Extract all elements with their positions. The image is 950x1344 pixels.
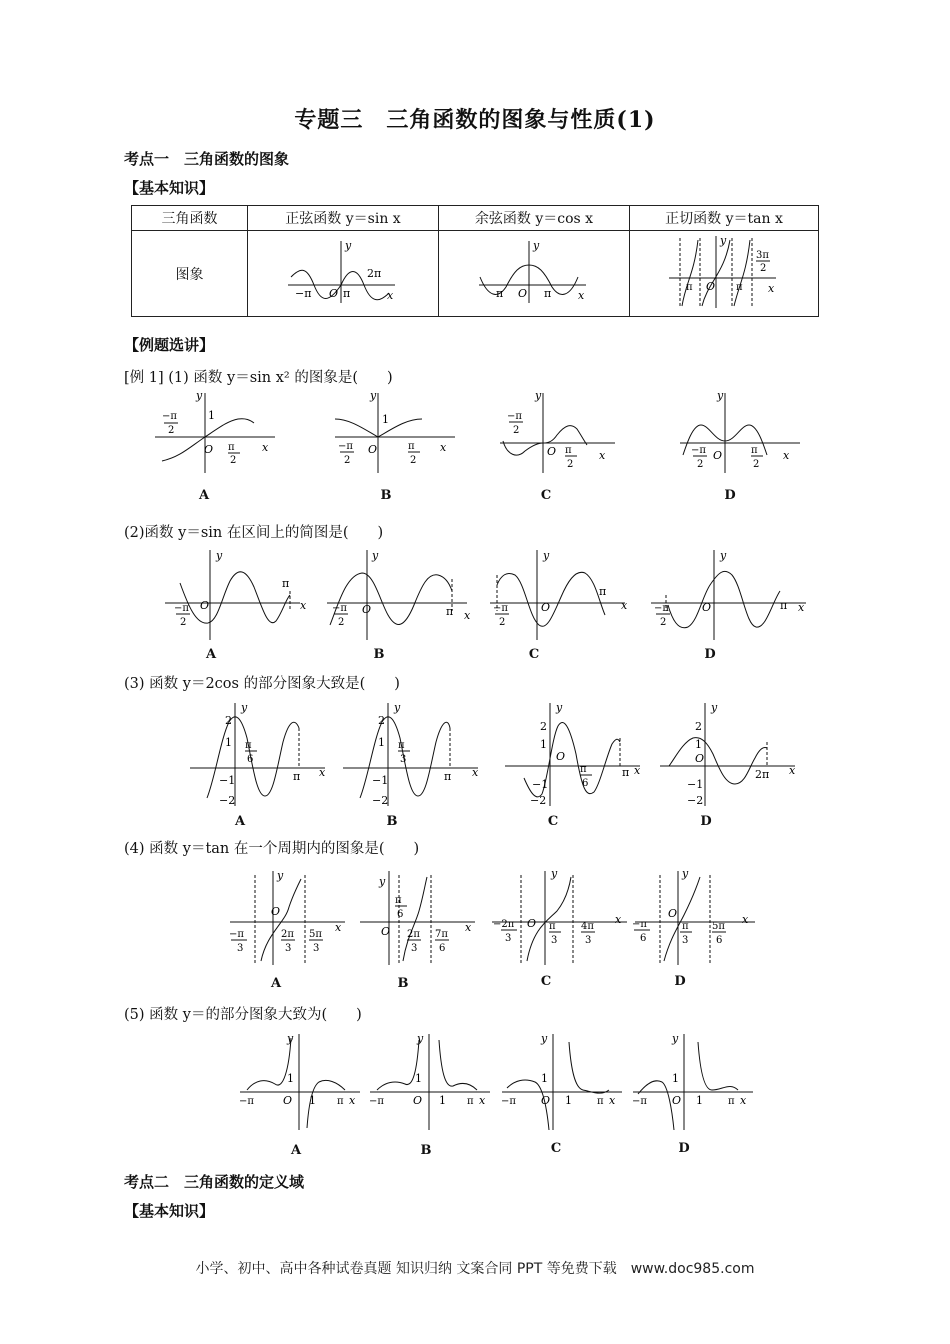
svg-text:y: y (287, 1032, 294, 1045)
svg-text:1: 1 (695, 738, 702, 751)
svg-text:2: 2 (344, 455, 351, 466)
svg-text:−π: −π (632, 1096, 647, 1107)
svg-text:x: x (742, 913, 749, 926)
svg-text:5π: 5π (309, 929, 322, 940)
svg-text:x: x (387, 288, 394, 302)
table-header-cell: 余弦函数 y＝cos x (439, 206, 630, 231)
svg-text:O: O (381, 925, 391, 938)
svg-text:−2π: −2π (493, 919, 515, 930)
svg-text:6: 6 (247, 754, 254, 765)
option-d-label: D (724, 488, 736, 503)
svg-text:3: 3 (551, 935, 558, 946)
q2-option-a-graph (165, 549, 307, 640)
svg-text:x: x (335, 921, 342, 934)
svg-text:3: 3 (411, 943, 418, 954)
svg-text:x: x (615, 913, 622, 926)
svg-text:π: π (467, 1096, 474, 1107)
svg-text:1: 1 (672, 1072, 679, 1085)
svg-text:x: x (634, 764, 641, 777)
svg-text:y: y (379, 875, 386, 888)
svg-text:O: O (713, 449, 723, 462)
svg-text:π: π (549, 921, 556, 932)
svg-text:−π: −π (338, 441, 353, 452)
svg-text:O: O (329, 286, 339, 300)
svg-text:π: π (293, 770, 301, 783)
svg-text:O: O (556, 750, 566, 763)
question-2: (2)函数 y＝sin 在区间上的简图是( ) (124, 525, 384, 541)
svg-text:3π: 3π (756, 249, 769, 261)
q1-option-b-graph (335, 389, 455, 473)
svg-text:y: y (277, 869, 284, 882)
option-b-label: B (373, 647, 385, 662)
svg-text:y: y (535, 389, 542, 402)
option-c-label: C (547, 814, 559, 829)
svg-text:2: 2 (760, 262, 767, 274)
svg-text:O: O (547, 445, 557, 458)
option-a-label: A (205, 647, 217, 662)
q1-option-d-graph (680, 389, 800, 473)
svg-text:1: 1 (309, 1094, 316, 1107)
svg-text:y: y (543, 549, 550, 562)
svg-text:6: 6 (439, 943, 446, 954)
svg-text:2: 2 (180, 617, 187, 628)
svg-text:3: 3 (237, 943, 244, 954)
option-a-label: A (198, 488, 210, 503)
svg-text:2π: 2π (407, 929, 420, 940)
svg-text:2: 2 (567, 459, 574, 470)
svg-text:y: y (370, 389, 377, 402)
sin-graph-cell (248, 231, 439, 317)
svg-text:1: 1 (208, 409, 215, 422)
svg-text:3: 3 (682, 935, 689, 946)
svg-text:x: x (479, 1094, 486, 1107)
svg-text:O: O (518, 286, 528, 300)
q2-option-b-graph (327, 549, 471, 640)
svg-text:6: 6 (716, 935, 723, 946)
svg-text:2: 2 (513, 425, 520, 436)
svg-text:2π: 2π (755, 768, 770, 781)
svg-text:x: x (319, 766, 326, 779)
table-row-label: 图象 (132, 231, 248, 317)
svg-text:x: x (768, 281, 775, 295)
q4-graphs (225, 865, 765, 965)
svg-text:O: O (702, 601, 712, 614)
q2-graphs (160, 545, 820, 645)
svg-text:x: x (472, 766, 479, 779)
svg-text:−π: −π (174, 603, 189, 614)
question-5: (5) 函数 y＝的部分图象大致为( ) (124, 1007, 362, 1023)
table-header-cell: 三角函数 (132, 206, 248, 231)
svg-text:y: y (556, 701, 563, 714)
footer-link[interactable]: 小学、初中、高中各种试卷真题 知识归纳 文案合同 PPT 等免费下载 www.doc985.com (195, 1261, 755, 1277)
q1-option-c-graph (500, 389, 615, 473)
option-a-label: A (290, 1143, 302, 1158)
svg-text:2: 2 (753, 459, 760, 470)
svg-text:1: 1 (225, 736, 232, 749)
svg-text:π: π (343, 286, 351, 300)
option-a-label: A (234, 814, 246, 829)
svg-text:y: y (533, 238, 540, 252)
svg-text:O: O (541, 601, 551, 614)
q2-option-c-graph (490, 549, 628, 640)
question-3: (3) 函数 y＝2cos 的部分图象大致是( ) (124, 676, 400, 692)
svg-text:x: x (578, 288, 585, 302)
tan-graph-cell (630, 231, 819, 317)
svg-text:y: y (720, 233, 727, 247)
svg-text:π: π (408, 441, 415, 452)
tan-graph (664, 234, 784, 310)
svg-text:−π: −π (332, 603, 347, 614)
option-d-label: D (678, 1141, 690, 1156)
svg-text:x: x (621, 599, 628, 612)
svg-text:−2: −2 (530, 794, 547, 807)
svg-text:1: 1 (287, 1072, 294, 1085)
svg-text:1: 1 (696, 1094, 703, 1107)
svg-text:−1: −1 (532, 778, 549, 791)
svg-text:π: π (444, 770, 452, 783)
page-title: 专题三 三角函数的图象与性质(1) (294, 107, 656, 133)
table-header-cell: 正弦函数 y＝sin x (248, 206, 439, 231)
svg-text:−π: −π (507, 411, 522, 422)
q5-option-b-graph (369, 1032, 490, 1130)
svg-text:−π: −π (295, 286, 312, 300)
svg-text:−π: −π (654, 603, 669, 614)
svg-text:π: π (282, 577, 290, 590)
svg-text:3: 3 (400, 754, 407, 765)
svg-text:3: 3 (285, 943, 292, 954)
q5-option-a-graph (239, 1032, 360, 1130)
svg-text:π: π (228, 442, 235, 453)
cos-graph (474, 237, 594, 307)
svg-text:1: 1 (541, 1072, 548, 1085)
option-a-label: A (270, 976, 282, 991)
svg-text:4π: 4π (581, 921, 594, 932)
svg-text:O: O (672, 1094, 682, 1107)
svg-text:y: y (682, 867, 689, 880)
svg-text:1: 1 (540, 738, 547, 751)
svg-text:O: O (527, 917, 537, 930)
svg-text:1: 1 (378, 736, 385, 749)
svg-text:O: O (283, 1094, 293, 1107)
svg-text:y: y (241, 701, 248, 714)
q4-option-b-graph (360, 871, 475, 965)
svg-text:π: π (622, 766, 630, 779)
basic-knowledge-heading-2: 【基本知识】 (124, 1202, 215, 1220)
q1-option-a-graph (155, 389, 275, 473)
q5-option-c-graph (501, 1032, 622, 1130)
svg-text:2: 2 (499, 617, 506, 628)
svg-text:y: y (196, 389, 203, 402)
question-4: (4) 函数 y＝tan 在一个周期内的图象是( ) (124, 841, 420, 857)
svg-text:−π: −π (501, 1096, 516, 1107)
svg-text:6: 6 (582, 778, 589, 789)
svg-text:O: O (706, 279, 716, 293)
svg-text:π: π (446, 605, 454, 618)
svg-text:x: x (783, 449, 790, 462)
svg-text:x: x (599, 449, 606, 462)
svg-text:1: 1 (439, 1094, 446, 1107)
svg-text:y: y (717, 389, 724, 402)
svg-text:1: 1 (565, 1094, 572, 1107)
svg-text:y: y (394, 701, 401, 714)
svg-text:6: 6 (397, 909, 404, 920)
basic-knowledge-heading: 【基本知识】 (124, 179, 215, 197)
q3-option-a-graph (190, 701, 326, 807)
svg-text:O: O (200, 599, 210, 612)
svg-text:x: x (798, 601, 805, 614)
svg-text:−π: −π (493, 603, 508, 614)
sin-graph (283, 237, 403, 307)
svg-text:3: 3 (505, 933, 512, 944)
svg-text:y: y (711, 701, 718, 714)
svg-text:x: x (789, 764, 796, 777)
svg-text:5π: 5π (712, 921, 725, 932)
svg-text:π: π (398, 740, 405, 751)
svg-text:π: π (780, 599, 788, 612)
svg-text:−1: −1 (687, 778, 704, 791)
svg-text:2π: 2π (281, 929, 294, 940)
svg-text:O: O (204, 443, 214, 456)
option-c-label: C (550, 1141, 562, 1156)
question-1: [例 1] (1) 函数 y＝sin x² 的图象是( ) (124, 370, 393, 386)
svg-text:3: 3 (585, 935, 592, 946)
svg-text:x: x (349, 1094, 356, 1107)
svg-text:π: π (565, 445, 572, 456)
svg-text:O: O (695, 752, 705, 765)
svg-text:6: 6 (640, 933, 647, 944)
svg-text:−1: −1 (372, 774, 389, 787)
svg-text:π: π (686, 281, 693, 293)
svg-text:−2: −2 (687, 794, 704, 807)
option-b-label: B (386, 814, 398, 829)
svg-text:2: 2 (410, 455, 417, 466)
svg-text:O: O (271, 905, 281, 918)
svg-text:−2: −2 (372, 794, 389, 807)
svg-text:π: π (682, 921, 689, 932)
svg-text:O: O (668, 907, 678, 920)
svg-text:π: π (544, 286, 552, 300)
q3-graphs (185, 698, 805, 808)
svg-text:O: O (368, 443, 378, 456)
cos-graph-cell (439, 231, 630, 317)
q4-option-c-graph (492, 867, 627, 965)
section-heading-1: 考点一 三角函数的图象 (124, 150, 290, 168)
svg-text:2: 2 (225, 714, 232, 727)
section-heading-2: 考点二 三角函数的定义域 (124, 1173, 305, 1191)
svg-text:2π: 2π (367, 266, 382, 280)
svg-text:x: x (440, 441, 447, 454)
svg-text:π: π (728, 1096, 735, 1107)
svg-text:2: 2 (338, 617, 345, 628)
q5-graphs (235, 1030, 765, 1135)
svg-text:y: y (541, 1032, 548, 1045)
svg-text:y: y (216, 549, 223, 562)
svg-text:−π: −π (369, 1096, 384, 1107)
svg-text:−2: −2 (219, 794, 236, 807)
svg-text:y: y (672, 1032, 679, 1045)
svg-text:π: π (337, 1096, 344, 1107)
svg-text:π: π (599, 585, 607, 598)
svg-text:2: 2 (697, 459, 704, 470)
svg-text:y: y (417, 1032, 424, 1045)
svg-text:π: π (580, 764, 587, 775)
svg-text:y: y (720, 549, 727, 562)
svg-text:−1: −1 (219, 774, 236, 787)
svg-text:O: O (541, 1094, 551, 1107)
svg-text:−π: −π (239, 1096, 254, 1107)
svg-text:π: π (245, 740, 252, 751)
option-c-label: C (540, 974, 552, 989)
svg-text:π: π (736, 281, 743, 293)
svg-text:x: x (465, 921, 472, 934)
option-b-label: B (420, 1143, 432, 1158)
svg-text:O: O (362, 603, 372, 616)
table-header-cell: 正切函数 y＝tan x (630, 206, 819, 231)
q3-option-c-graph (505, 701, 641, 807)
svg-text:2: 2 (378, 714, 385, 727)
trig-function-table (131, 205, 819, 317)
q4-option-a-graph (229, 869, 345, 965)
svg-text:2: 2 (168, 425, 175, 436)
svg-text:y: y (345, 238, 352, 252)
svg-text:1: 1 (382, 413, 389, 426)
svg-text:x: x (609, 1094, 616, 1107)
q2-option-d-graph (651, 549, 806, 640)
svg-text:y: y (551, 867, 558, 880)
svg-text:−π: −π (691, 445, 706, 456)
svg-text:−π: −π (162, 411, 177, 422)
option-c-label: C (540, 488, 552, 503)
q3-option-b-graph (343, 701, 479, 807)
svg-text:x: x (300, 599, 307, 612)
q5-option-d-graph (632, 1032, 753, 1130)
svg-text:π: π (395, 895, 402, 906)
svg-text:O: O (413, 1094, 423, 1107)
option-d-label: D (700, 814, 712, 829)
q3-option-d-graph (660, 701, 796, 807)
option-b-label: B (397, 976, 409, 991)
option-d-label: D (674, 974, 686, 989)
svg-text:π: π (751, 445, 758, 456)
option-d-label: D (704, 647, 716, 662)
svg-text:−π: −π (229, 929, 244, 940)
svg-text:x: x (740, 1094, 747, 1107)
svg-text:x: x (262, 441, 269, 454)
svg-text:2: 2 (660, 617, 667, 628)
svg-text:π: π (496, 286, 504, 300)
svg-text:−π: −π (632, 919, 647, 930)
svg-text:x: x (464, 609, 471, 622)
svg-text:y: y (372, 549, 379, 562)
svg-text:2: 2 (540, 720, 547, 733)
svg-text:7π: 7π (435, 929, 448, 940)
svg-text:2: 2 (695, 720, 702, 733)
examples-heading: 【例题选讲】 (124, 336, 215, 354)
svg-text:3: 3 (313, 943, 320, 954)
option-c-label: C (528, 647, 540, 662)
svg-text:1: 1 (415, 1072, 422, 1085)
svg-text:2: 2 (230, 455, 237, 466)
svg-text:π: π (597, 1096, 604, 1107)
q4-option-d-graph (632, 867, 755, 965)
option-b-label: B (380, 488, 392, 503)
q1-graphs (150, 385, 830, 475)
